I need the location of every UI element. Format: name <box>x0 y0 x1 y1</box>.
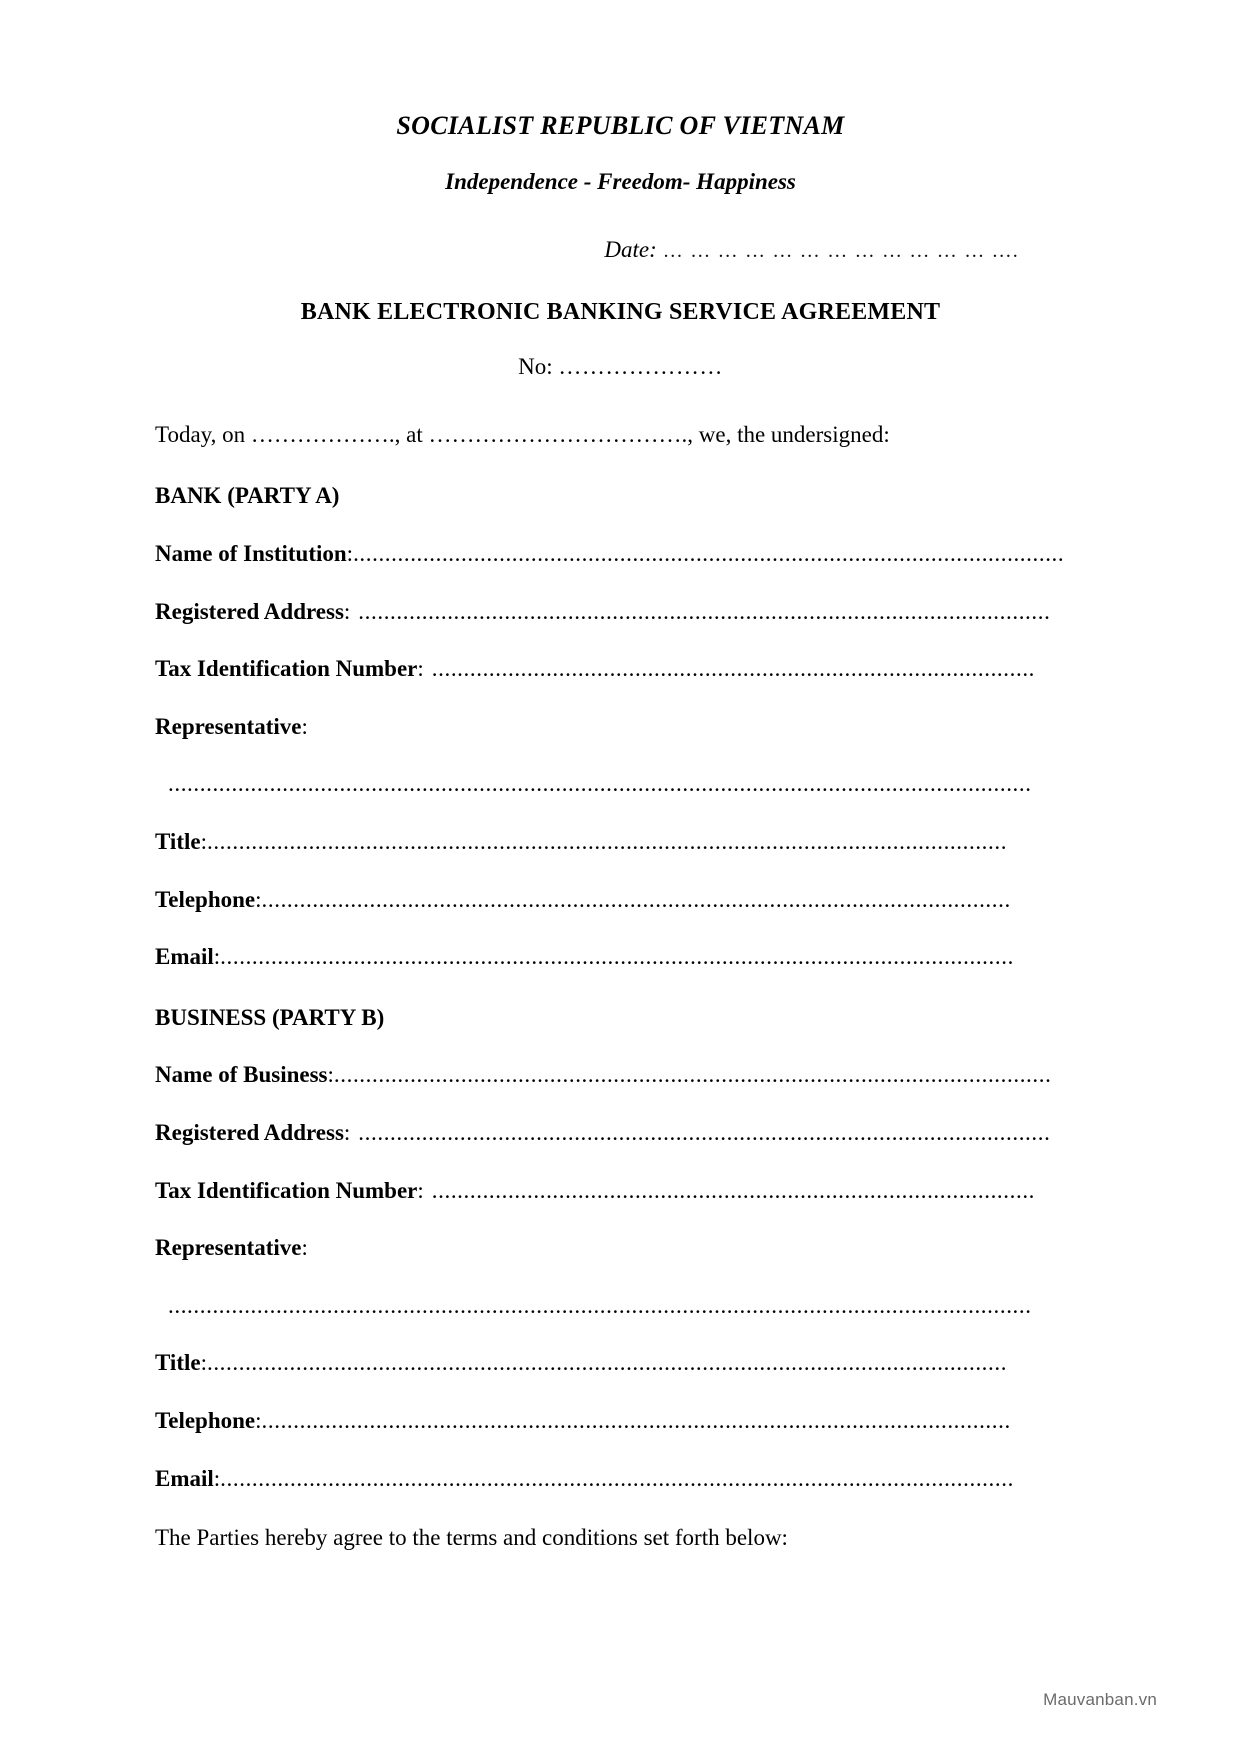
field-row-tax-identification-number <box>155 625 1156 683</box>
field-row-registered-address <box>155 568 1156 626</box>
field-row-telephone <box>155 856 1156 914</box>
field-fill-dots[interactable]: ................................................................................................................. <box>333 1062 1052 1088</box>
field-label-name-of-business: Name of Business <box>155 1062 328 1088</box>
field-fill-dots[interactable]: ............................................................................................................. <box>358 598 1051 624</box>
party-b-heading: BUSINESS (PARTY B) <box>155 1004 385 1030</box>
field-colon: : <box>255 886 262 912</box>
field-row-tax-identification-number-b <box>155 1147 1156 1205</box>
field-colon: : <box>200 1350 207 1376</box>
field-colon: : <box>301 1235 308 1261</box>
field-colon: : <box>200 828 207 854</box>
field-label-representative: Representative <box>155 1235 302 1261</box>
field-label-tax-identification-number: Tax Identification Number <box>155 656 418 682</box>
field-label-email: Email <box>155 944 214 970</box>
footer-watermark: Mauvanban.vn <box>1043 1690 1157 1709</box>
field-fill-dots[interactable]: ................................................................................................................ <box>353 541 1065 567</box>
field-label-registered-address: Registered Address <box>155 1119 344 1145</box>
closing-line: The Parties hereby agree to the terms and conditions set forth below: <box>155 1525 788 1551</box>
field-colon: : <box>255 1407 262 1433</box>
field-row-representative-b <box>155 1204 1156 1262</box>
field-fill-dots[interactable]: ............................................................................................... <box>431 656 1036 682</box>
field-fill-dots[interactable]: ...................................................................................................................... <box>261 886 1011 912</box>
field-colon: : <box>417 656 424 682</box>
field-colon: : <box>327 1062 334 1088</box>
field-colon: : <box>213 944 221 970</box>
party-a-heading: BANK (PARTY A) <box>155 483 340 509</box>
field-label-telephone: Telephone <box>155 886 256 912</box>
field-label-title: Title <box>155 1350 201 1376</box>
page-title: BANK ELECTRONIC BANKING SERVICE AGREEMENT <box>300 299 941 326</box>
document-number-line <box>0 327 1241 381</box>
document-number-label: No: <box>518 354 553 380</box>
date-line <box>0 194 1241 264</box>
field-label-name-of-institution: Name of Institution <box>155 541 347 567</box>
field-colon: : <box>417 1177 424 1203</box>
representative-fill-dots[interactable]: ........................................................................................................................................ <box>168 1292 1032 1318</box>
field-label-title: Title <box>155 828 201 854</box>
field-label-tax-identification-number: Tax Identification Number <box>155 1177 418 1203</box>
field-label-telephone: Telephone <box>155 1407 256 1433</box>
field-colon: : <box>343 1119 351 1145</box>
field-row-name-of-institution <box>155 510 1156 568</box>
representative-fill-dots[interactable]: ........................................................................................................................................ <box>168 771 1032 797</box>
nation-motto: Independence - Freedom- Happiness <box>445 168 796 194</box>
field-row-email-b <box>155 1435 1156 1493</box>
field-row-telephone-b <box>155 1377 1156 1435</box>
document-number-fill-dots: ………………… <box>558 354 723 380</box>
field-label-registered-address: Registered Address <box>155 598 344 624</box>
field-fill-dots[interactable]: ............................................................................................................................. <box>220 944 1014 970</box>
field-row-name-of-business <box>155 1031 1156 1089</box>
field-colon: : <box>301 713 308 739</box>
field-fill-dots[interactable]: ............................................................................................................. <box>358 1119 1051 1145</box>
field-label-email: Email <box>155 1465 214 1491</box>
field-colon: : <box>343 598 351 624</box>
field-colon: : <box>213 1465 221 1491</box>
field-label-representative: Representative <box>155 713 302 739</box>
field-row-email <box>155 913 1156 971</box>
field-fill-dots[interactable]: .............................................................................................................................. <box>206 828 1008 854</box>
field-fill-dots[interactable]: ...................................................................................................................... <box>261 1407 1011 1433</box>
document-body <box>0 381 1241 1553</box>
field-row-registered-address-b <box>155 1089 1156 1147</box>
date-label: Date: <box>604 236 657 262</box>
intro-line: Today, on ………………., at ……………………………., we, the undersigned: <box>155 421 890 447</box>
field-fill-dots[interactable]: ............................................................................................................................. <box>220 1465 1014 1491</box>
date-fill-dots: … … … … … … … … … … … … …. <box>662 239 1019 262</box>
field-fill-dots[interactable]: .............................................................................................................................. <box>206 1350 1008 1376</box>
nation-title: SOCIALIST REPUBLIC OF VIETNAM <box>396 111 845 140</box>
field-row-representative <box>155 683 1156 741</box>
field-row-title <box>155 798 1156 856</box>
field-fill-dots[interactable]: ............................................................................................... <box>431 1177 1036 1203</box>
field-row-title-b <box>155 1319 1156 1377</box>
field-colon: : <box>346 541 354 567</box>
